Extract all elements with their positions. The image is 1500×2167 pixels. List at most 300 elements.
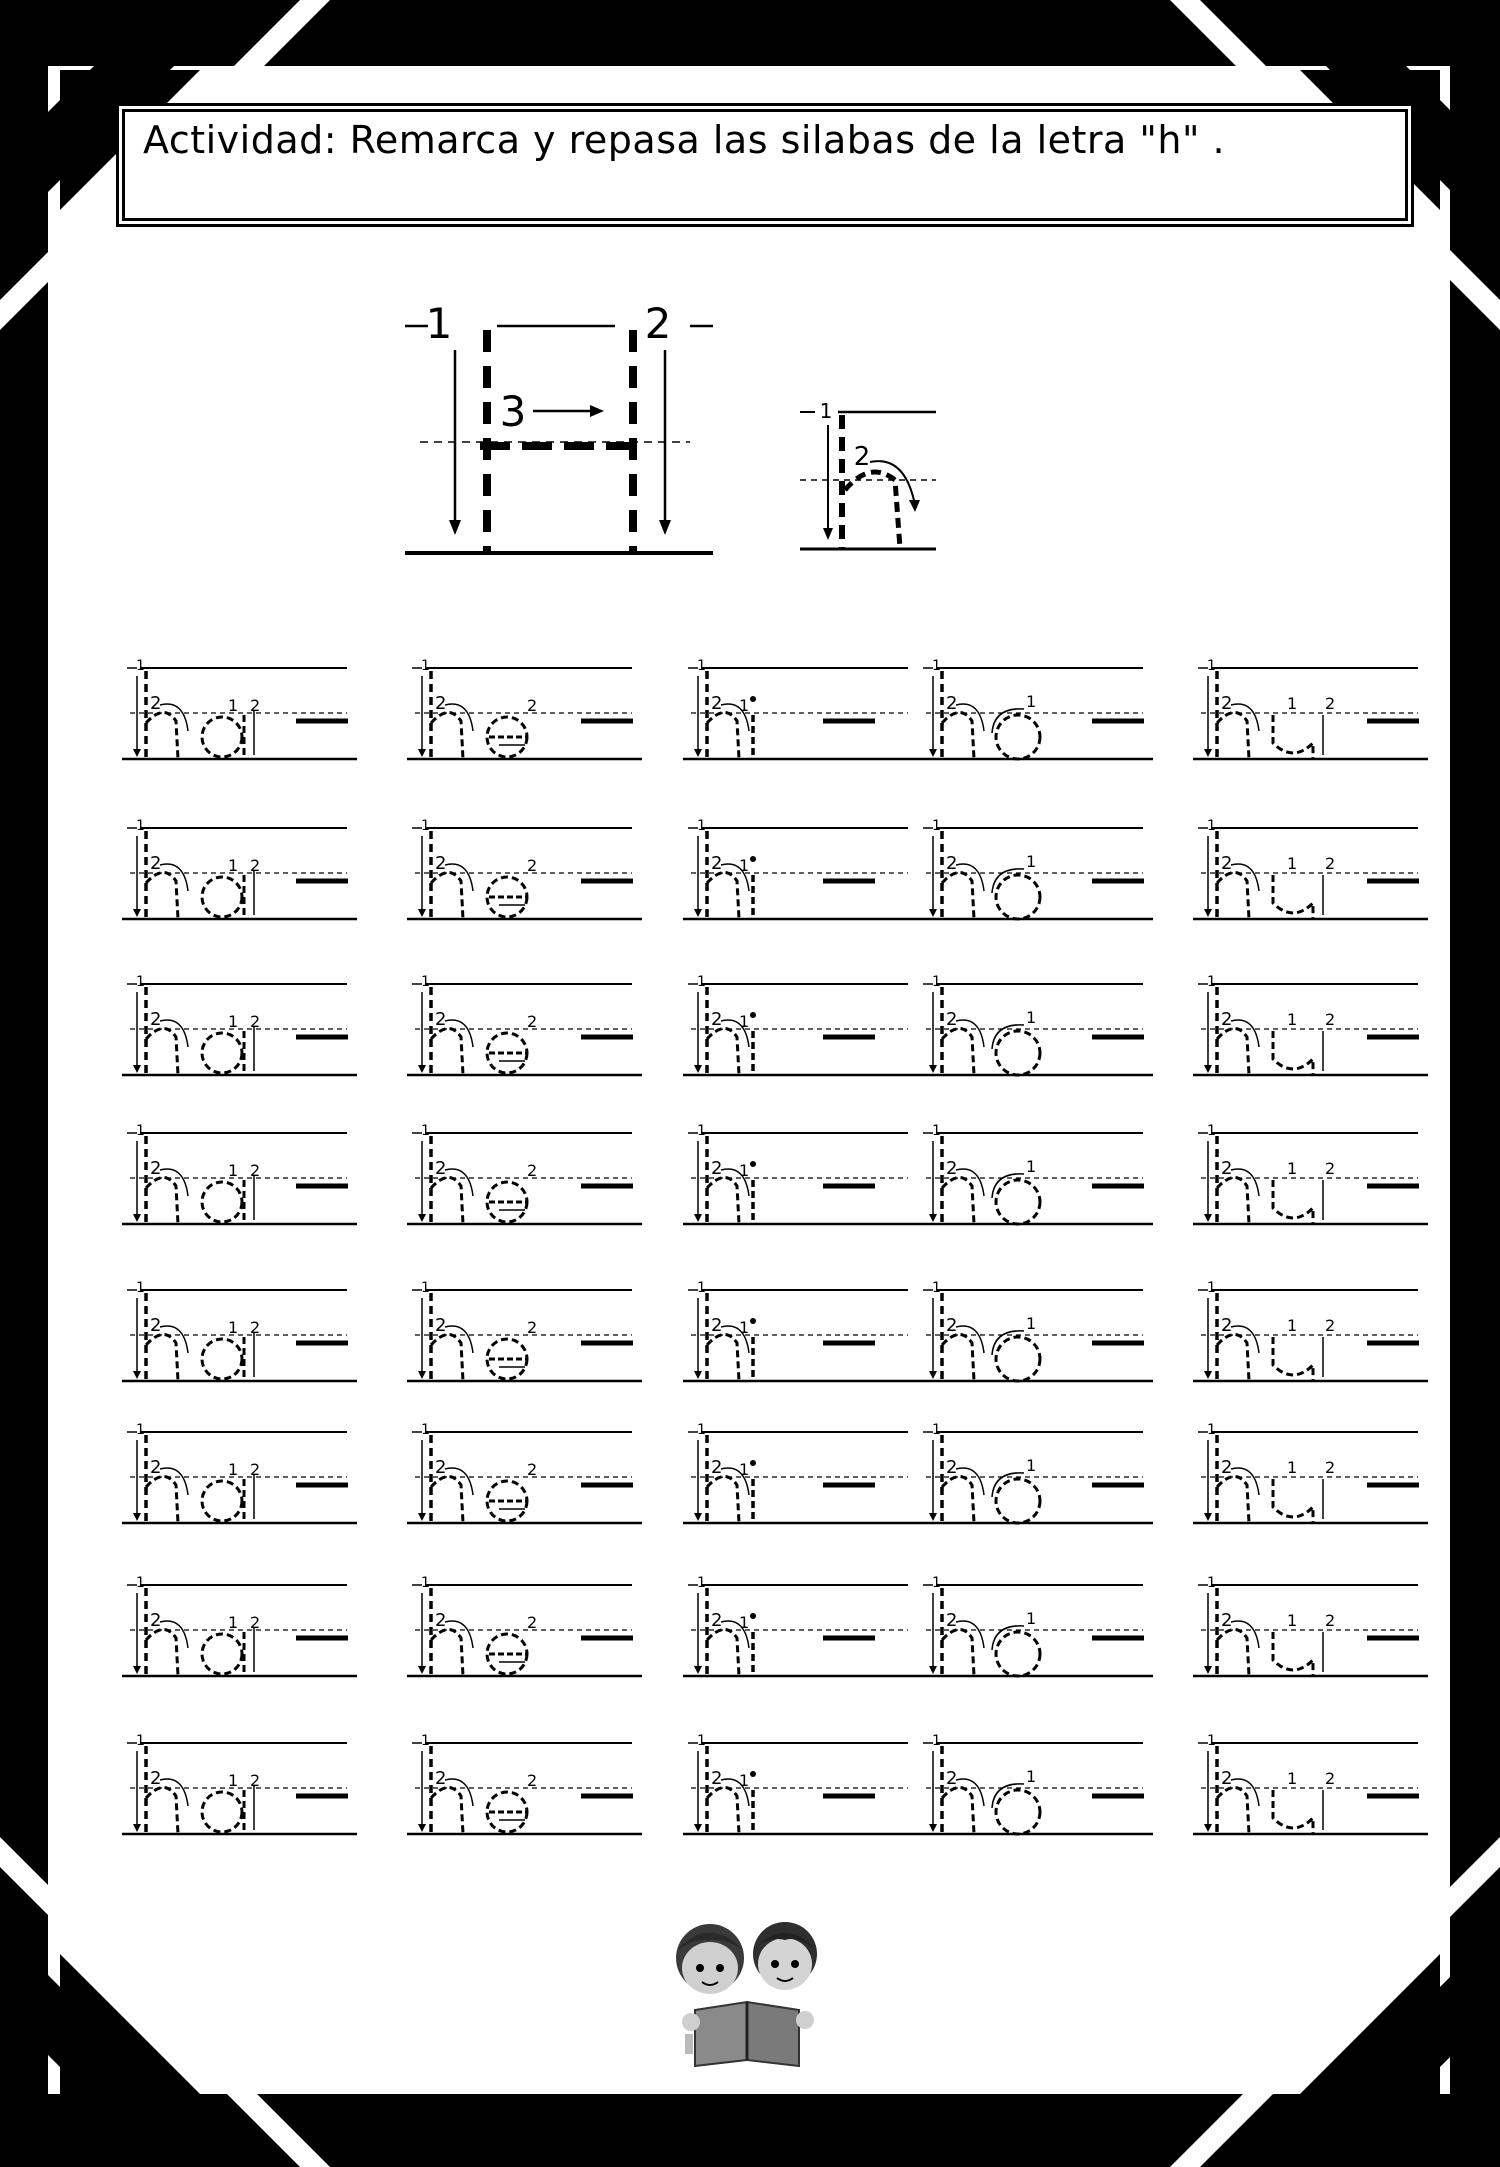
h-step-number: 2	[711, 1768, 723, 1789]
i-step-number: 1	[739, 856, 750, 875]
e-step-number: 2	[527, 1613, 538, 1632]
h-arch-dashed	[431, 712, 463, 759]
h-arch-arrow	[1231, 1779, 1259, 1806]
syllable-cell-ho[interactable]	[918, 1422, 1153, 1523]
h-step-number: 2	[946, 853, 958, 874]
h-arch-arrow	[1231, 1621, 1259, 1648]
h-step-number: 2	[435, 1158, 447, 1179]
h-step-number: 2	[946, 1610, 958, 1631]
u-step-number: 1	[1287, 1010, 1298, 1029]
h-step-number: 1	[421, 1575, 430, 1591]
syllable-cell-hu[interactable]	[1193, 1422, 1428, 1523]
h-step-number: 1	[421, 1280, 430, 1296]
h-arrowhead	[1204, 1065, 1212, 1073]
h-step-number: 2	[1221, 1158, 1233, 1179]
lowercase-step-2: 2	[853, 442, 871, 472]
h-step-number: 2	[1221, 693, 1233, 714]
o-step-number: 1	[1026, 852, 1037, 871]
h-arch-dashed	[146, 1177, 178, 1224]
h-step-number: 2	[435, 1768, 447, 1789]
h-arrowhead	[133, 1214, 141, 1222]
h-arch-arrow	[160, 1326, 188, 1353]
a-step-number: 1	[228, 1012, 239, 1031]
h-step-number: 2	[435, 1315, 447, 1336]
syllable-cell-hu[interactable]	[1193, 658, 1428, 759]
a-bowl-dashed	[202, 1033, 242, 1073]
h-step-number: 2	[1221, 1610, 1233, 1631]
h-arch-dashed	[1217, 1629, 1249, 1676]
h-step-number: 2	[1221, 1009, 1233, 1030]
h-arrowhead	[694, 909, 702, 917]
i-step-number: 1	[739, 1771, 750, 1790]
o-step-number: 1	[1026, 1767, 1037, 1786]
h-arrowhead	[418, 909, 426, 917]
h-arch-dashed	[146, 1629, 178, 1676]
a-step-number: 2	[250, 856, 261, 875]
h-arch-arrow	[956, 1169, 984, 1196]
o-step-number: 1	[1026, 692, 1037, 711]
h-step-number: 2	[946, 1768, 958, 1789]
h-arch-dashed	[942, 712, 974, 759]
h-arch-arrow	[1231, 704, 1259, 731]
u-step-number: 1	[1287, 854, 1298, 873]
i-dot	[750, 1771, 756, 1777]
h-step-number: 1	[421, 1123, 430, 1139]
i-dot	[750, 1613, 756, 1619]
h-arch-arrow	[445, 1020, 473, 1047]
h-step-number: 1	[932, 1280, 941, 1296]
syllable-cell-hi[interactable]	[683, 1575, 918, 1676]
h-step-number: 1	[1207, 1280, 1216, 1296]
h-arch-dashed	[707, 872, 739, 919]
e-step-number: 2	[527, 1318, 538, 1337]
h-step-number: 2	[150, 1610, 162, 1631]
h-arrowhead	[929, 909, 937, 917]
syllable-cell-he[interactable]	[407, 974, 642, 1075]
h-arch-arrow	[956, 1779, 984, 1806]
syllable-cell-he[interactable]	[407, 818, 642, 919]
h-arch-dashed	[431, 872, 463, 919]
h-step-number: 2	[711, 853, 723, 874]
syllable-cell-hu[interactable]	[1193, 1123, 1428, 1224]
h-arch-arrow	[1231, 1020, 1259, 1047]
h-step-number: 2	[150, 693, 162, 714]
a-step-number: 2	[250, 1460, 261, 1479]
syllable-cell-hu[interactable]	[1193, 1733, 1428, 1834]
h-step-number: 1	[421, 1733, 430, 1749]
h-step-number: 1	[697, 818, 706, 834]
o-step-number: 1	[1026, 1157, 1037, 1176]
h-step-number: 1	[697, 1280, 706, 1296]
h-arch-dashed	[942, 1028, 974, 1075]
h-arch-dashed	[1217, 872, 1249, 919]
h-arrowhead	[133, 1824, 141, 1832]
u-step-number: 2	[1325, 694, 1336, 713]
o-step-number: 1	[1026, 1456, 1037, 1475]
h-arrowhead	[133, 749, 141, 757]
h-step-number: 1	[1207, 1575, 1216, 1591]
u-step-number: 1	[1287, 1611, 1298, 1630]
u-step-number: 2	[1325, 1316, 1336, 1335]
syllable-cell-ha[interactable]	[122, 974, 357, 1075]
syllable-cell-ho[interactable]	[918, 658, 1153, 759]
h-step-number: 1	[1207, 1123, 1216, 1139]
h-step-number: 1	[697, 1422, 706, 1438]
syllable-cell-hi[interactable]	[683, 974, 918, 1075]
h-step-number: 2	[711, 1457, 723, 1478]
h-arrowhead	[694, 1214, 702, 1222]
h-step-number: 1	[932, 1733, 941, 1749]
h-arch-arrow	[445, 1779, 473, 1806]
syllable-cell-he[interactable]	[407, 1422, 642, 1523]
h-step-number: 1	[1207, 818, 1216, 834]
h-arch-dashed	[431, 1476, 463, 1523]
o-loop-dashed	[996, 1180, 1040, 1224]
i-dot	[750, 1460, 756, 1466]
syllable-cell-hi[interactable]	[683, 1422, 918, 1523]
o-loop-dashed	[996, 715, 1040, 759]
h-arrowhead	[1204, 1513, 1212, 1521]
syllable-cell-hu[interactable]	[1193, 818, 1428, 919]
o-loop-dashed	[996, 1790, 1040, 1834]
h-arch-arrow	[160, 1621, 188, 1648]
uppercase-step-3: 3	[499, 387, 527, 436]
h-step-number: 2	[1221, 1457, 1233, 1478]
a-step-number: 2	[250, 1318, 261, 1337]
h-step-number: 2	[711, 1009, 723, 1030]
syllable-cell-he[interactable]	[407, 1733, 642, 1834]
h-arch-dashed	[146, 1028, 178, 1075]
h-arch-arrow	[160, 1468, 188, 1495]
h-arch-arrow	[956, 704, 984, 731]
h-step-number: 1	[421, 818, 430, 834]
h-arrowhead	[418, 1065, 426, 1073]
h-arrowhead	[418, 1371, 426, 1379]
i-dot	[750, 1161, 756, 1167]
h-arrowhead	[133, 1065, 141, 1073]
h-arch-arrow	[956, 1020, 984, 1047]
h-arch-arrow	[956, 1326, 984, 1353]
h-arrowhead	[133, 909, 141, 917]
e-step-number: 2	[527, 696, 538, 715]
h-arrowhead	[694, 1513, 702, 1521]
h-step-number: 1	[697, 974, 706, 990]
h-arch-dashed	[707, 1629, 739, 1676]
h-step-number: 2	[1221, 1768, 1233, 1789]
h-arrowhead	[418, 749, 426, 757]
h-step-number: 2	[1221, 1315, 1233, 1336]
h-step-number: 1	[421, 658, 430, 674]
h-step-number: 1	[136, 1733, 145, 1749]
a-step-number: 1	[228, 1613, 239, 1632]
h-arch-arrow	[1231, 1326, 1259, 1353]
syllable-cell-ho[interactable]	[918, 1123, 1153, 1224]
e-step-number: 2	[527, 856, 538, 875]
h-step-number: 1	[136, 1575, 145, 1591]
e-step-number: 2	[527, 1012, 538, 1031]
h-step-number: 2	[711, 1315, 723, 1336]
syllable-cell-hi[interactable]	[683, 1123, 918, 1224]
h-arch-arrow	[445, 1326, 473, 1353]
h-arch-dashed	[707, 1787, 739, 1834]
h-arrowhead	[694, 1824, 702, 1832]
h-arch-arrow	[1231, 1169, 1259, 1196]
h-step-number: 1	[136, 1422, 145, 1438]
h-step-number: 2	[711, 693, 723, 714]
h-step-number: 1	[1207, 1733, 1216, 1749]
a-step-number: 2	[250, 1771, 261, 1790]
h-arch-arrow	[445, 704, 473, 731]
h-arrowhead	[133, 1513, 141, 1521]
a-bowl-dashed	[202, 877, 242, 917]
activity-title: Actividad: Remarca y repasa las silabas de la letra "h" .	[143, 118, 1226, 162]
o-loop-dashed	[996, 875, 1040, 919]
h-arch-dashed	[146, 872, 178, 919]
h-step-number: 2	[946, 1158, 958, 1179]
h-step-number: 2	[946, 1457, 958, 1478]
h-arch-arrow	[445, 864, 473, 891]
u-dashed	[1273, 1180, 1313, 1224]
syllable-cell-hu[interactable]	[1193, 1575, 1428, 1676]
h-arch-dashed	[146, 1787, 178, 1834]
h-arch-arrow	[160, 864, 188, 891]
h-arch-arrow	[1231, 864, 1259, 891]
u-step-number: 2	[1325, 1159, 1336, 1178]
syllable-cell-hi[interactable]	[683, 818, 918, 919]
u-dashed	[1273, 1479, 1313, 1523]
i-step-number: 1	[739, 1012, 750, 1031]
h-step-number: 2	[150, 1158, 162, 1179]
h-arrowhead	[929, 1065, 937, 1073]
uppercase-step-1: 1	[425, 299, 453, 348]
h-step-number: 2	[435, 1009, 447, 1030]
h-arch-dashed	[942, 872, 974, 919]
u-step-number: 1	[1287, 1458, 1298, 1477]
h-arch-dashed	[146, 1334, 178, 1381]
u-dashed	[1273, 1031, 1313, 1075]
h-step-number: 1	[421, 1422, 430, 1438]
u-dashed	[1273, 1632, 1313, 1676]
h-arch-arrow	[956, 1468, 984, 1495]
h-arrowhead	[929, 1666, 937, 1674]
i-step-number: 1	[739, 1613, 750, 1632]
h-step-number: 2	[435, 1610, 447, 1631]
o-loop-dashed	[996, 1031, 1040, 1075]
syllable-cell-ho[interactable]	[918, 974, 1153, 1075]
u-step-number: 1	[1287, 1769, 1298, 1788]
u-dashed	[1273, 1790, 1313, 1834]
h-arrowhead	[418, 1513, 426, 1521]
h-arch-dashed	[707, 1334, 739, 1381]
h-arch-dashed	[1217, 1028, 1249, 1075]
h-step-number: 2	[150, 1009, 162, 1030]
h-arch-arrow	[445, 1621, 473, 1648]
h-arch-dashed	[707, 712, 739, 759]
h-step-number: 1	[932, 1422, 941, 1438]
o-step-number: 1	[1026, 1008, 1037, 1027]
h-arch-dashed	[431, 1177, 463, 1224]
h-arch-dashed	[942, 1787, 974, 1834]
e-step-number: 2	[527, 1771, 538, 1790]
h-arch-arrow	[445, 1169, 473, 1196]
h-arch-dashed	[942, 1334, 974, 1381]
h-step-number: 1	[697, 1123, 706, 1139]
syllable-cell-ho[interactable]	[918, 1575, 1153, 1676]
h-arrowhead	[133, 1371, 141, 1379]
h-step-number: 1	[932, 1123, 941, 1139]
syllable-cell-ha[interactable]	[122, 1733, 357, 1834]
h-step-number: 2	[711, 1610, 723, 1631]
u-step-number: 2	[1325, 1611, 1336, 1630]
h-arch-dashed	[1217, 1334, 1249, 1381]
o-loop-dashed	[996, 1632, 1040, 1676]
h-arch-dashed	[707, 1476, 739, 1523]
syllable-cell-ha[interactable]	[122, 1422, 357, 1523]
syllable-cell-hi[interactable]	[683, 658, 918, 759]
syllable-cell-ha[interactable]	[122, 1280, 357, 1381]
a-step-number: 1	[228, 1771, 239, 1790]
syllable-cell-hi[interactable]	[683, 1280, 918, 1381]
h-arch-dashed	[431, 1334, 463, 1381]
o-loop-dashed	[996, 1337, 1040, 1381]
h-arch-arrow	[956, 864, 984, 891]
h-arrowhead	[694, 749, 702, 757]
i-step-number: 1	[739, 696, 750, 715]
lowercase-step-1: 1	[819, 399, 833, 423]
h-step-number: 2	[150, 1315, 162, 1336]
syllable-cell-hu[interactable]	[1193, 974, 1428, 1075]
h-step-number: 1	[932, 1575, 941, 1591]
h-arch-dashed	[1217, 712, 1249, 759]
i-step-number: 1	[739, 1318, 750, 1337]
h-arrowhead	[1204, 1666, 1212, 1674]
h-step-number: 2	[150, 1457, 162, 1478]
a-step-number: 2	[250, 1161, 261, 1180]
u-dashed	[1273, 1337, 1313, 1381]
h-arrowhead	[1204, 1371, 1212, 1379]
syllable-cell-ho[interactable]	[918, 1733, 1153, 1834]
u-step-number: 1	[1287, 694, 1298, 713]
h-arch-dashed	[431, 1629, 463, 1676]
e-step-number: 2	[527, 1161, 538, 1180]
h-step-number: 1	[697, 658, 706, 674]
h-arrowhead	[929, 1371, 937, 1379]
syllable-cell-ho[interactable]	[918, 1280, 1153, 1381]
syllable-cell-he[interactable]	[407, 1123, 642, 1224]
h-arch-arrow	[160, 1779, 188, 1806]
h-step-number: 2	[1221, 853, 1233, 874]
children-reading-illustration	[655, 1910, 845, 2070]
h-step-number: 2	[435, 1457, 447, 1478]
h-arrowhead	[929, 1513, 937, 1521]
syllable-cell-ho[interactable]	[918, 818, 1153, 919]
h-arrowhead	[133, 1666, 141, 1674]
a-bowl-dashed	[202, 1182, 242, 1222]
syllable-cell-ha[interactable]	[122, 658, 357, 759]
syllable-cell-ha[interactable]	[122, 1123, 357, 1224]
h-arrowhead	[1204, 749, 1212, 757]
h-arch-arrow	[445, 1468, 473, 1495]
u-step-number: 1	[1287, 1159, 1298, 1178]
syllable-cell-ha[interactable]	[122, 818, 357, 919]
syllable-cell-ha[interactable]	[122, 1575, 357, 1676]
a-bowl-dashed	[202, 1481, 242, 1521]
h-step-number: 2	[150, 853, 162, 874]
h-arrowhead	[1204, 1824, 1212, 1832]
u-step-number: 2	[1325, 1769, 1336, 1788]
h-step-number: 1	[932, 818, 941, 834]
h-step-number: 1	[932, 658, 941, 674]
h-arch-dashed	[942, 1476, 974, 1523]
h-step-number: 1	[1207, 1422, 1216, 1438]
h-step-number: 1	[421, 974, 430, 990]
h-step-number: 2	[435, 693, 447, 714]
h-step-number: 2	[711, 1158, 723, 1179]
i-dot	[750, 1012, 756, 1018]
h-arrowhead	[929, 1214, 937, 1222]
h-step-number: 1	[136, 1123, 145, 1139]
h-step-number: 1	[697, 1575, 706, 1591]
syllable-cell-hu[interactable]	[1193, 1280, 1428, 1381]
h-arch-dashed	[1217, 1177, 1249, 1224]
h-arrowhead	[418, 1824, 426, 1832]
h-step-number: 1	[136, 818, 145, 834]
h-arch-dashed	[431, 1028, 463, 1075]
h-step-number: 2	[946, 1315, 958, 1336]
o-step-number: 1	[1026, 1314, 1037, 1333]
u-dashed	[1273, 875, 1313, 919]
h-arch-arrow	[160, 1169, 188, 1196]
h-arch-arrow	[1231, 1468, 1259, 1495]
syllable-cell-he[interactable]	[407, 1575, 642, 1676]
h-step-number: 1	[136, 974, 145, 990]
a-bowl-dashed	[202, 1792, 242, 1832]
h-step-number: 2	[946, 1009, 958, 1030]
uppercase-step-2: 2	[644, 299, 672, 348]
a-step-number: 1	[228, 856, 239, 875]
h-arch-dashed	[707, 1028, 739, 1075]
a-bowl-dashed	[202, 1634, 242, 1674]
syllable-cell-he[interactable]	[407, 1280, 642, 1381]
syllable-cell-hi[interactable]	[683, 1733, 918, 1834]
i-step-number: 1	[739, 1460, 750, 1479]
i-dot	[750, 856, 756, 862]
h-step-number: 1	[136, 658, 145, 674]
h-arrowhead	[418, 1666, 426, 1674]
a-step-number: 2	[250, 696, 261, 715]
a-step-number: 2	[250, 1012, 261, 1031]
u-step-number: 2	[1325, 854, 1336, 873]
h-arrowhead	[418, 1214, 426, 1222]
h-arch-arrow	[160, 704, 188, 731]
o-step-number: 1	[1026, 1609, 1037, 1628]
syllable-cell-he[interactable]	[407, 658, 642, 759]
h-arrowhead	[694, 1371, 702, 1379]
h-arrowhead	[929, 1824, 937, 1832]
h-arrowhead	[1204, 909, 1212, 917]
u-step-number: 2	[1325, 1010, 1336, 1029]
h-arch-dashed	[431, 1787, 463, 1834]
h-step-number: 1	[1207, 658, 1216, 674]
a-step-number: 1	[228, 1318, 239, 1337]
a-step-number: 1	[228, 1161, 239, 1180]
i-step-number: 1	[739, 1161, 750, 1180]
h-arch-arrow	[160, 1020, 188, 1047]
h-step-number: 2	[150, 1768, 162, 1789]
h-step-number: 2	[435, 853, 447, 874]
h-arch-dashed	[146, 712, 178, 759]
h-arrowhead	[694, 1666, 702, 1674]
